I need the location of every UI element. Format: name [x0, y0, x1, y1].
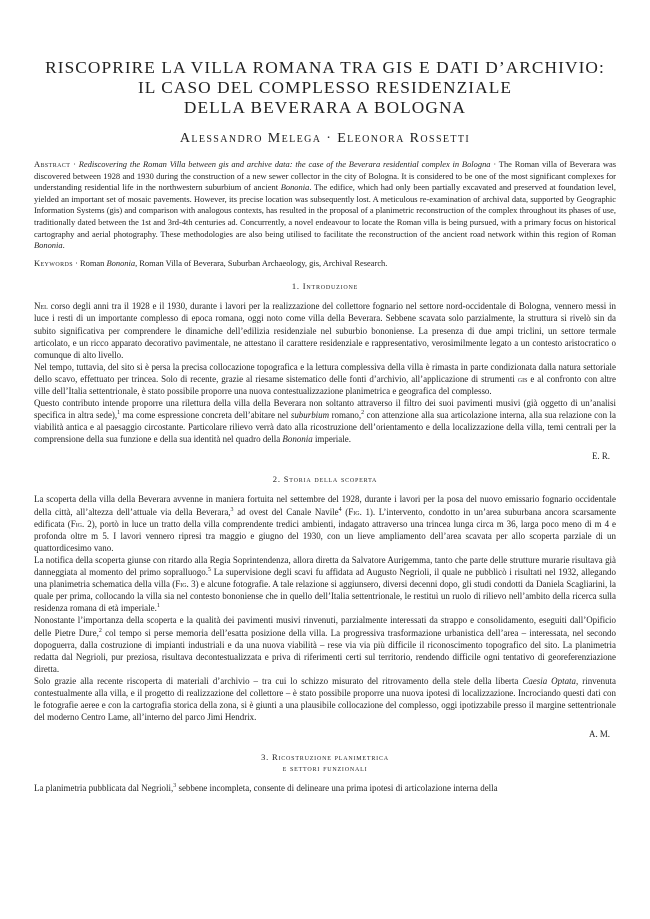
footnote-ref[interactable]: 2	[98, 627, 102, 634]
paragraph: Questo contributo intende proporre una rilettura della villa della Beverara non soltanto attraverso il filtro dei suoi pavimenti musivi (già oggetto di un’analisi specifica in altra sede),$^1$ ma come espressione concreta dell’abitare nel suburbium romano,$^2$ con attenzione alla sua articolazione interna, alla sua relazione con la viabilità antica e al paesaggio circostante. Particolare rilievo verrà dato alla ricostruzione dell’orientamento e della localizzazione della villa, temi centrali per la comprensione della sua funzione e della sua identità nel quadro della Bononia imperiale.	[34, 398, 616, 445]
abstract-english-title: Rediscovering the Roman Villa between gis and archive data: the case of the Beverara residential complex in Bologna	[78, 159, 491, 169]
author-signature: E. R.	[592, 451, 610, 462]
author-signature: A. M.	[589, 729, 610, 740]
article-page	[34, 58, 616, 794]
paragraph: La planimetria pubblicata dal Negrioli,$^3$ sebbene incompleta, consente di delineare una prima ipotesi di articolazione interna della	[34, 783, 498, 794]
figure-ref[interactable]: Fig. 3	[175, 579, 196, 590]
paragraph: Nel corso degli anni tra il 1928 e il 1930, durante i lavori per la realizzazione del collettore fognario nel settore nord-occidentale di Bologna, vennero messi in luce i resti di un importante complesso di epoca romana, oggi noto come villa della Beverara. Sebbene scavata solo parzialmente, la struttura si rivelò sin da subito significativa per comprendere le dinamiche dell’edilizia residenziale nel suburbio bononiense. La presenza di due ampi triclini, un settore termale articolato, e un ricco apparato decorativo pavimentale, ne attestano il carattere residenziale e rappresentativo, verosimilmente legato a un contesto aristocratico o comunque di alto livello.	[34, 301, 616, 360]
section-heading-3: 3. Ricostruzione planimetrica e settori funzionali	[261, 752, 389, 774]
paragraph: La notifica della scoperta giunse con ritardo alla Regia Soprintendenza, allora diretta da Salvatore Aurigemma, tanto che parte delle strutture murarie risultava già danneggiata al momento del primo sopralluogo.$^5$ La supervisione degli scavi fu affidata ad Augusto Negrioli, il quale ne pubblicò i risultati nel 1932, allegando una planimetria schematica della villa (Fig. 3) e alcune fotografie. A tale relazione si aggiunsero, diversi decenni dopo, gli studi condotti da Daniela Scagliarini, la quale per prima, collocando la villa sia nel contesto bononiense che in quello dell’Italia settentrionale, le restituì un ruolo di rilievo nell’ambito della ricerca sulla residenza romana di età imperiale.$^1$	[34, 554, 616, 614]
footnote-ref[interactable]: 1	[156, 603, 160, 610]
drop-cap: Nel	[34, 301, 48, 312]
article-title	[34, 58, 616, 118]
figure-ref[interactable]: Fig. 1	[348, 506, 370, 517]
keywords-label: Keywords	[34, 257, 73, 268]
footnote-ref[interactable]: 1	[117, 410, 121, 417]
footnote-ref[interactable]: 3	[230, 506, 234, 513]
authors: Alessandro Melega · Eleonora Rossetti	[179, 131, 471, 146]
title-line-2: IL CASO DEL COMPLESSO RESIDENZIALE	[137, 78, 513, 97]
paragraph: Nel tempo, tuttavia, del sito si è persa la precisa collocazione topografica e la lettura complessiva della villa è rimasta in parte condizionata dalla natura settoriale dello scavo, effettuato per trincea. Solo di recente, grazie al riesame sistematico delle fonti d’archivio, all’applicazione di strumenti gis e al confronto con altre ville dell’Italia settentrionale, è stato possibile proporre una nuova contestualizzazione planimetrica e geografica del complesso.	[34, 361, 616, 396]
paragraph: Solo grazie alla recente riscoperta di materiali d’archivio – tra cui lo schizzo misurato del ritrovamento della stele della liberta Caesia Optata, rinvenuta contestualmente alla villa, e il progetto di realizzazione del collettore – è stato possibile proporre una nuova ipotesi di localizzazione. Incrociando questi dati con le fotografie aeree e con la cartografia storica della zona, si è giunti a una plausibile collocazione del complesso, oggi ipotizzabile presso il margine settentrionale del moderno Centro Lame, all’interno del parco Jimi Hendrix.	[34, 675, 616, 723]
title-line-3: DELLA BEVERARA A BOLOGNA	[183, 98, 467, 117]
figure-ref[interactable]: Fig. 2	[70, 518, 92, 529]
keywords: Keywords · Roman Bononia, Roman Villa of Beverara, Suburban Archaeology, gis, Archival Research.	[34, 257, 388, 268]
abstract: Abstract · Rediscovering the Roman Villa between gis and archive data: the case of the Beverara residential complex in Bologna · The Roman villa of Beverara was discovered between 1928 and 1930 during the construction of a new sewer collector in the city of Bologna. It is considered to be one of the most significant complexes for understanding residential life in the northwestern suburbium of ancient Bononia. The edifice, which had only been partially excavated and preserved at foundation level, yielded an important set of mosaic pavements. However, its precise location was subsequently lost. A meticulous re-examination of archival data, supported by Geographic Information Systems (gis) and comparison with analogous contexts, has resulted in the proposal of a planimetric reconstruction of the complex throughout its phases of use, traditionally dated between the 1st and 3rd-4th centuries ad. Concurrently, a novel endeavour to locate the Roman villa is being pursued, with a primary focus on historical cartography and aerial photography. These methodologies are also being utilised to facilitate the reconstruction of the ancient road network within this region of Roman Bononia.	[34, 159, 616, 251]
footnote-ref[interactable]: 4	[338, 506, 342, 513]
abstract-label: Abstract	[34, 159, 71, 169]
section-heading-2: 2. Storia della scoperta	[272, 474, 378, 485]
footnote-ref[interactable]: 3	[173, 783, 177, 790]
footnote-ref[interactable]: 2	[361, 410, 365, 417]
article-body	[34, 281, 616, 794]
paragraph: La scoperta della villa della Beverara avvenne in maniera fortuita nel settembre del 1928, durante i lavori per la posa del nuovo emissario fognario occidentale della città, all’altezza dell’attuale via della Beverara,$^3$ ad ovest del Canale Navile$^4$ (Fig. 1). L’intervento, condotto in un’area suburbana ancora scarsamente edificata (Fig. 2), portò in luce un tratto della villa comprendente tredici ambienti, indagato attraverso una trincea lunga circa m 36, larga poco meno di m 4 e profonda oltre m 5. I lavori vennero ripresi tra maggio e giugno del 1930, con un lieve ampliamento dell’area scavata per allo scoperta parziale di un quattordicesimo vano.	[34, 494, 616, 553]
paragraph: Nonostante l’importanza della scoperta e la qualità dei pavimenti musivi rinvenuti, parzialmente interessati da strappo e consolidamento, eseguiti dall’Opificio delle Pietre Dure,$^2$ col tempo si perse memoria dell’esatta posizione della villa. La progressiva trasformazione urbanistica dell’area – interessata, nel secondo dopoguerra, dalla costruzione di impianti industriali e da una nuova viabilità – rese via via più difficile il riconoscimento topografico del sito. La planimetria redatta dal Negrioli, pur preziosa, risultava decontestualizzata e priva di riferimenti certi sul territorio, rendendo difficile ogni tentativo di georeferenziazione diretta.	[34, 615, 616, 674]
title-line-1: RISCOPRIRE LA VILLA ROMANA TRA GIS E DATI D’ARCHIVIO:	[45, 58, 605, 77]
footnote-ref[interactable]: 5	[207, 567, 211, 574]
section-heading-1: 1. Introduzione	[291, 281, 359, 292]
